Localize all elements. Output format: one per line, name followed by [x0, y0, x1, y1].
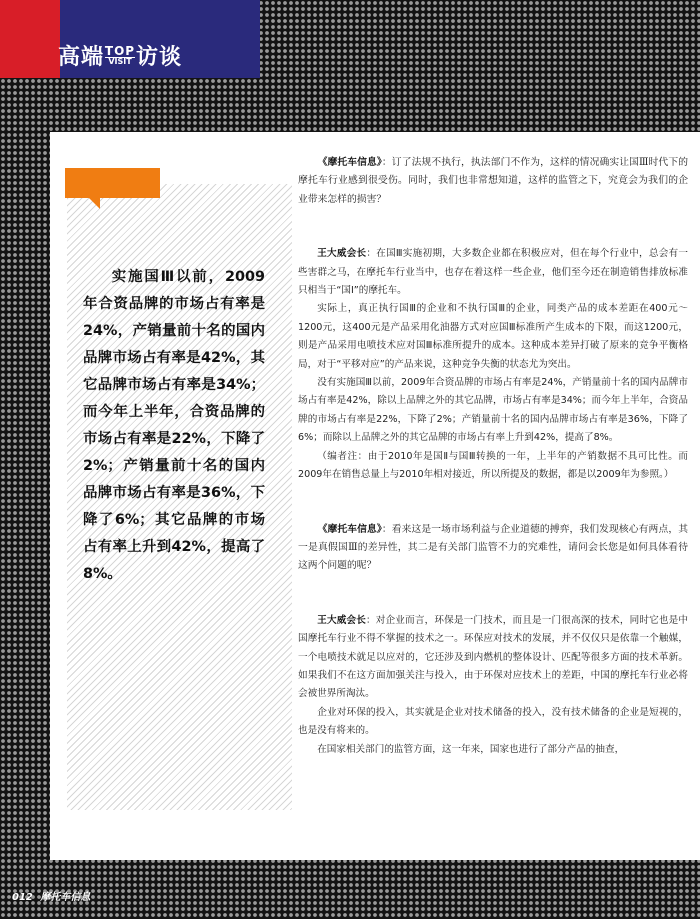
orange-tab-marker: [65, 168, 160, 198]
question-1-speaker: 《摩托车信息》: [317, 157, 382, 168]
answer-1-speaker: 王大威会长: [317, 248, 367, 260]
section-title-left: 高端: [58, 44, 105, 70]
article-column: [298, 154, 688, 759]
answer-2-text: ：对企业而言，环保是一门技术，而且是一门很高深的技术，同时它也是中国摩托车行业不得不掌握的技术之一。环保应对技术的发展，并不仅仅只是依靠一个触媒，一个电喷技术就足以应对的，它还涉及到内燃机的整体设计、匹配等很多方面的技术革新。如果我们不在这方面加强关注与投入，由于环保对应技术上的差距，中国的摩托车行业必将会被世界所淘汰。: [298, 614, 689, 700]
paragraph-investment: 企业对环保的投入，其实就是企业对技术储备的投入，没有技术储备的企业是短视的，也是没有将来的。: [298, 706, 688, 737]
question-1: [298, 154, 688, 209]
magazine-name: 摩托车信息: [40, 892, 91, 903]
paragraph-supervision: 在国家相关部门的监管方面，这一年来，国家也进行了部分产品的抽查，: [317, 743, 625, 755]
logo-visit-text: VISIT: [108, 56, 132, 66]
header-red-block: [0, 0, 60, 78]
question-1-text: ：订了法规不执行，执法部门不作为，这样的情况确实让国Ⅲ时代下的摩托车行业感到很受伤。同时，我们也非常想知道，这样的监管之下，究竟会为我们的企业带来怎样的损害？: [298, 157, 688, 205]
answer-1: [298, 245, 688, 300]
editor-note: （编者注：由于2010年是国Ⅱ与国Ⅲ转换的一年，上半年的产销数据不具可比性。而2009年在销售总量上与2010年相对接近，所以所提及的数据，都是以2009年为参照。）: [298, 450, 688, 481]
page-content: [50, 132, 700, 860]
question-2: [298, 521, 688, 576]
section-title-right: 访谈: [136, 44, 183, 70]
section-title: [58, 40, 182, 70]
question-2-text: ：看来这是一场市场利益与企业道德的搏弈，我们发现核心有两点，其一是真假国Ⅲ的差异性，其二是有关部门监管不力的究难性，请问会长您是如何具体看待这两个问题的呢？: [298, 523, 688, 572]
answer-1-text: ：在国Ⅲ实施初期，大多数企业都在积极应对，但在每个行业中，总会有一些害群之马，在摩托车行业当中，也存在着这样一些企业，他们至今还在制造销售排放标准只相当于“国Ⅰ”的摩托车。: [298, 248, 688, 297]
answer-2-speaker: 王大威会长: [317, 614, 367, 626]
question-2-speaker: 《摩托车信息》: [317, 523, 382, 535]
paragraph-market-share: 没有实施国Ⅲ以前，2009年合资品牌的市场占有率是24%，产销量前十名的国内品牌市场占有率是42%，除以上品牌之外的其它品牌，市场占有率是34%；而今年上半年，合资品牌的市场占有率是22%，下降了2%；产销量前十名的国内品牌市场占有率是36%，下降了6%；而除以上品牌之外的其它品牌的市场占有率上升到42%，提高了8%。: [298, 377, 688, 444]
orange-tab-pointer: [88, 197, 100, 209]
page-footer: [12, 888, 90, 903]
page-number: 012: [12, 892, 33, 903]
paragraph-cost: 实际上，真正执行国Ⅲ的企业和不执行国Ⅲ的企业，同类产品的成本差距在400元～1200元，这400元是产品采用化油器方式对应国Ⅲ标准所产生成本的下限，而这1200元，则是产品采用电喷技术应对国Ⅲ标准所提升的成本。这种成本差异打破了原来的竞争平衡格局，对于“平移对应”的产品来说，这种竞争失衡的状态尤为突出。: [298, 303, 688, 370]
answer-2: [298, 612, 688, 704]
pull-quote-text: 实施国Ⅲ以前，2009年合资品牌的市场占有率是24%，产销量前十名的国内品牌市场占有率是42%，其它品牌市场占有率是34%；而今年上半年，合资品牌的市场占有率是22%，下降了2%；产销量前十名的国内品牌市场占有率是36%，下降了6%；其它品牌的市场占有率上升到42%，提高了8%。: [83, 269, 265, 582]
top-visit-logo: [104, 42, 136, 68]
logo-top-text: TOP: [104, 43, 136, 58]
